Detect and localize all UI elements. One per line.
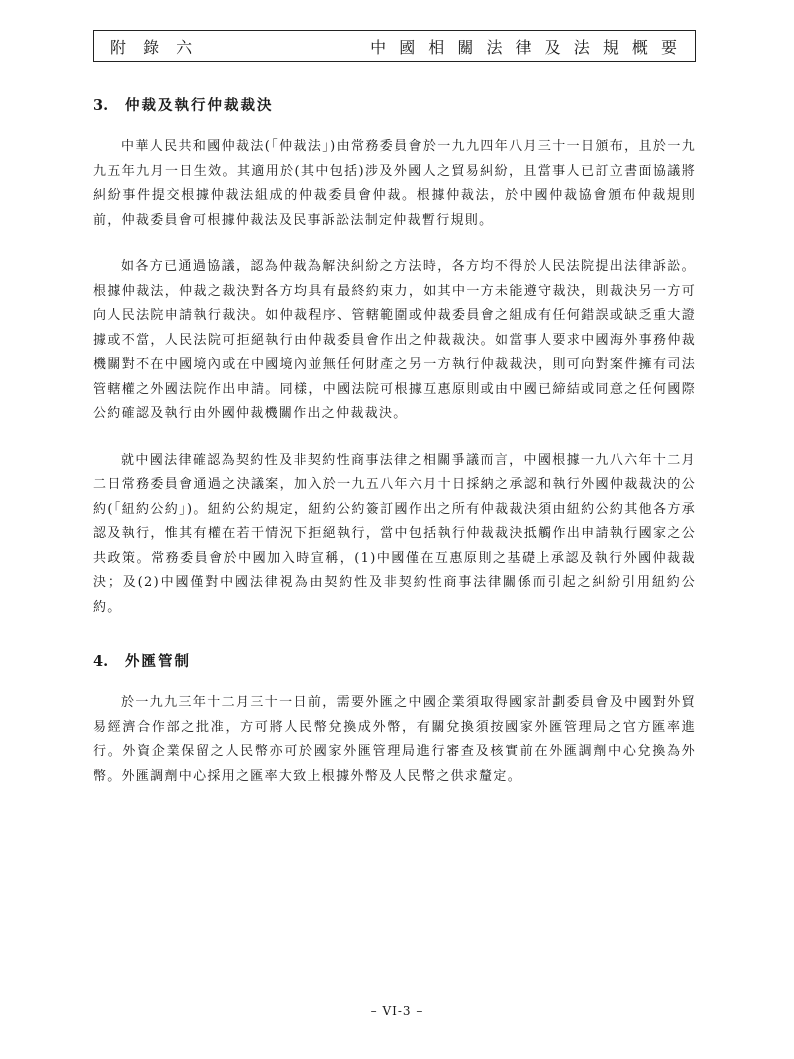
spacer <box>93 642 696 650</box>
document-body <box>93 94 696 811</box>
section-number: 3. <box>93 97 109 114</box>
section-title: 外匯管制 <box>125 653 191 670</box>
section-heading-foreign-exchange <box>93 650 696 671</box>
paragraph: 中華人民共和國仲裁法(「仲裁法」)由常務委員會於一九九四年八月三十一日頒布，且於一九九五年九月一日生效。其適用於(其中包括)涉及外國人之貿易糾紛，且當事人已訂立書面協議將糾紛事件提交根據仲裁法組成的仲裁委員會仲裁。根據仲裁法，於中國仲裁協會頒布仲裁規則前，仲裁委員會可根據仲裁法及民事訴訟法制定仲裁暫行規則。 <box>93 139 696 228</box>
page-number: – VI-3 – <box>370 1004 424 1018</box>
paragraph: 於一九九三年十二月三十一日前，需要外匯之中國企業須取得國家計劃委員會及中國對外貿易經濟合作部之批准，方可將人民幣兌換成外幣，有關兌換須按國家外匯管理局之官方匯率進行。外資企業保留之人民幣亦可於國家外匯管理局進行審查及核實前在外匯調劑中心兌換為外幣。外匯調劑中心採用之匯率大致上根據外幣及人民幣之供求釐定。 <box>93 695 696 784</box>
section-title: 仲裁及執行仲裁裁決 <box>125 97 274 114</box>
appendix-title: 中 國 相 關 法 律 及 法 規 概 要 <box>370 37 681 57</box>
appendix-label: 附 錄 六 <box>110 37 199 57</box>
paragraph: 就中國法律確認為契約性及非契約性商事法律之相關爭議而言，中國根據一九八六年十二月二日常務委員會通過之決議案，加入於一九五八年六月十日採納之承認和執行外國仲裁裁決的公約(「紐約公約」)。紐約公約規定，紐約公約簽訂國作出之所有仲裁裁決須由紐約公約其他各方承認及執行，惟其有權在若干情況下拒絕執行，當中包括執行仲裁裁決抵觸作出申請執行國家之公共政策。常務委員會於中國加入時宣稱，(1)中國僅在互惠原則之基礎上承認及執行外國仲裁裁決；及(2)中國僅對中國法律視為由契約性及非契約性商事法律關係而引起之糾紛引用紐約公約。 <box>93 452 696 615</box>
section-heading-arbitration <box>93 94 696 115</box>
section-number: 4. <box>93 653 109 670</box>
running-header <box>93 30 696 62</box>
paragraph: 如各方已通過協議，認為仲裁為解決糾紛之方法時，各方均不得於人民法院提出法律訴訟。根據仲裁法，仲裁之裁決對各方均具有最終約束力，如其中一方未能遵守裁決，則裁決另一方可向人民法院申請執行裁決。如仲裁程序、管轄範圍或仲裁委員會之組成有任何錯誤或缺乏重大證據或不當，人民法院可拒絕執行由仲裁委員會作出之仲裁裁決。如當事人要求中國海外事務仲裁機關對不在中國境內或在中國境內並無任何財產之另一方執行仲裁裁決，則可向對案件擁有司法管轄權之外國法院作出申請。同樣，中國法院可根據互惠原則或由中國已締結或同意之任何國際公約確認及執行由外國仲裁機關作出之仲裁裁決。 <box>93 259 696 421</box>
